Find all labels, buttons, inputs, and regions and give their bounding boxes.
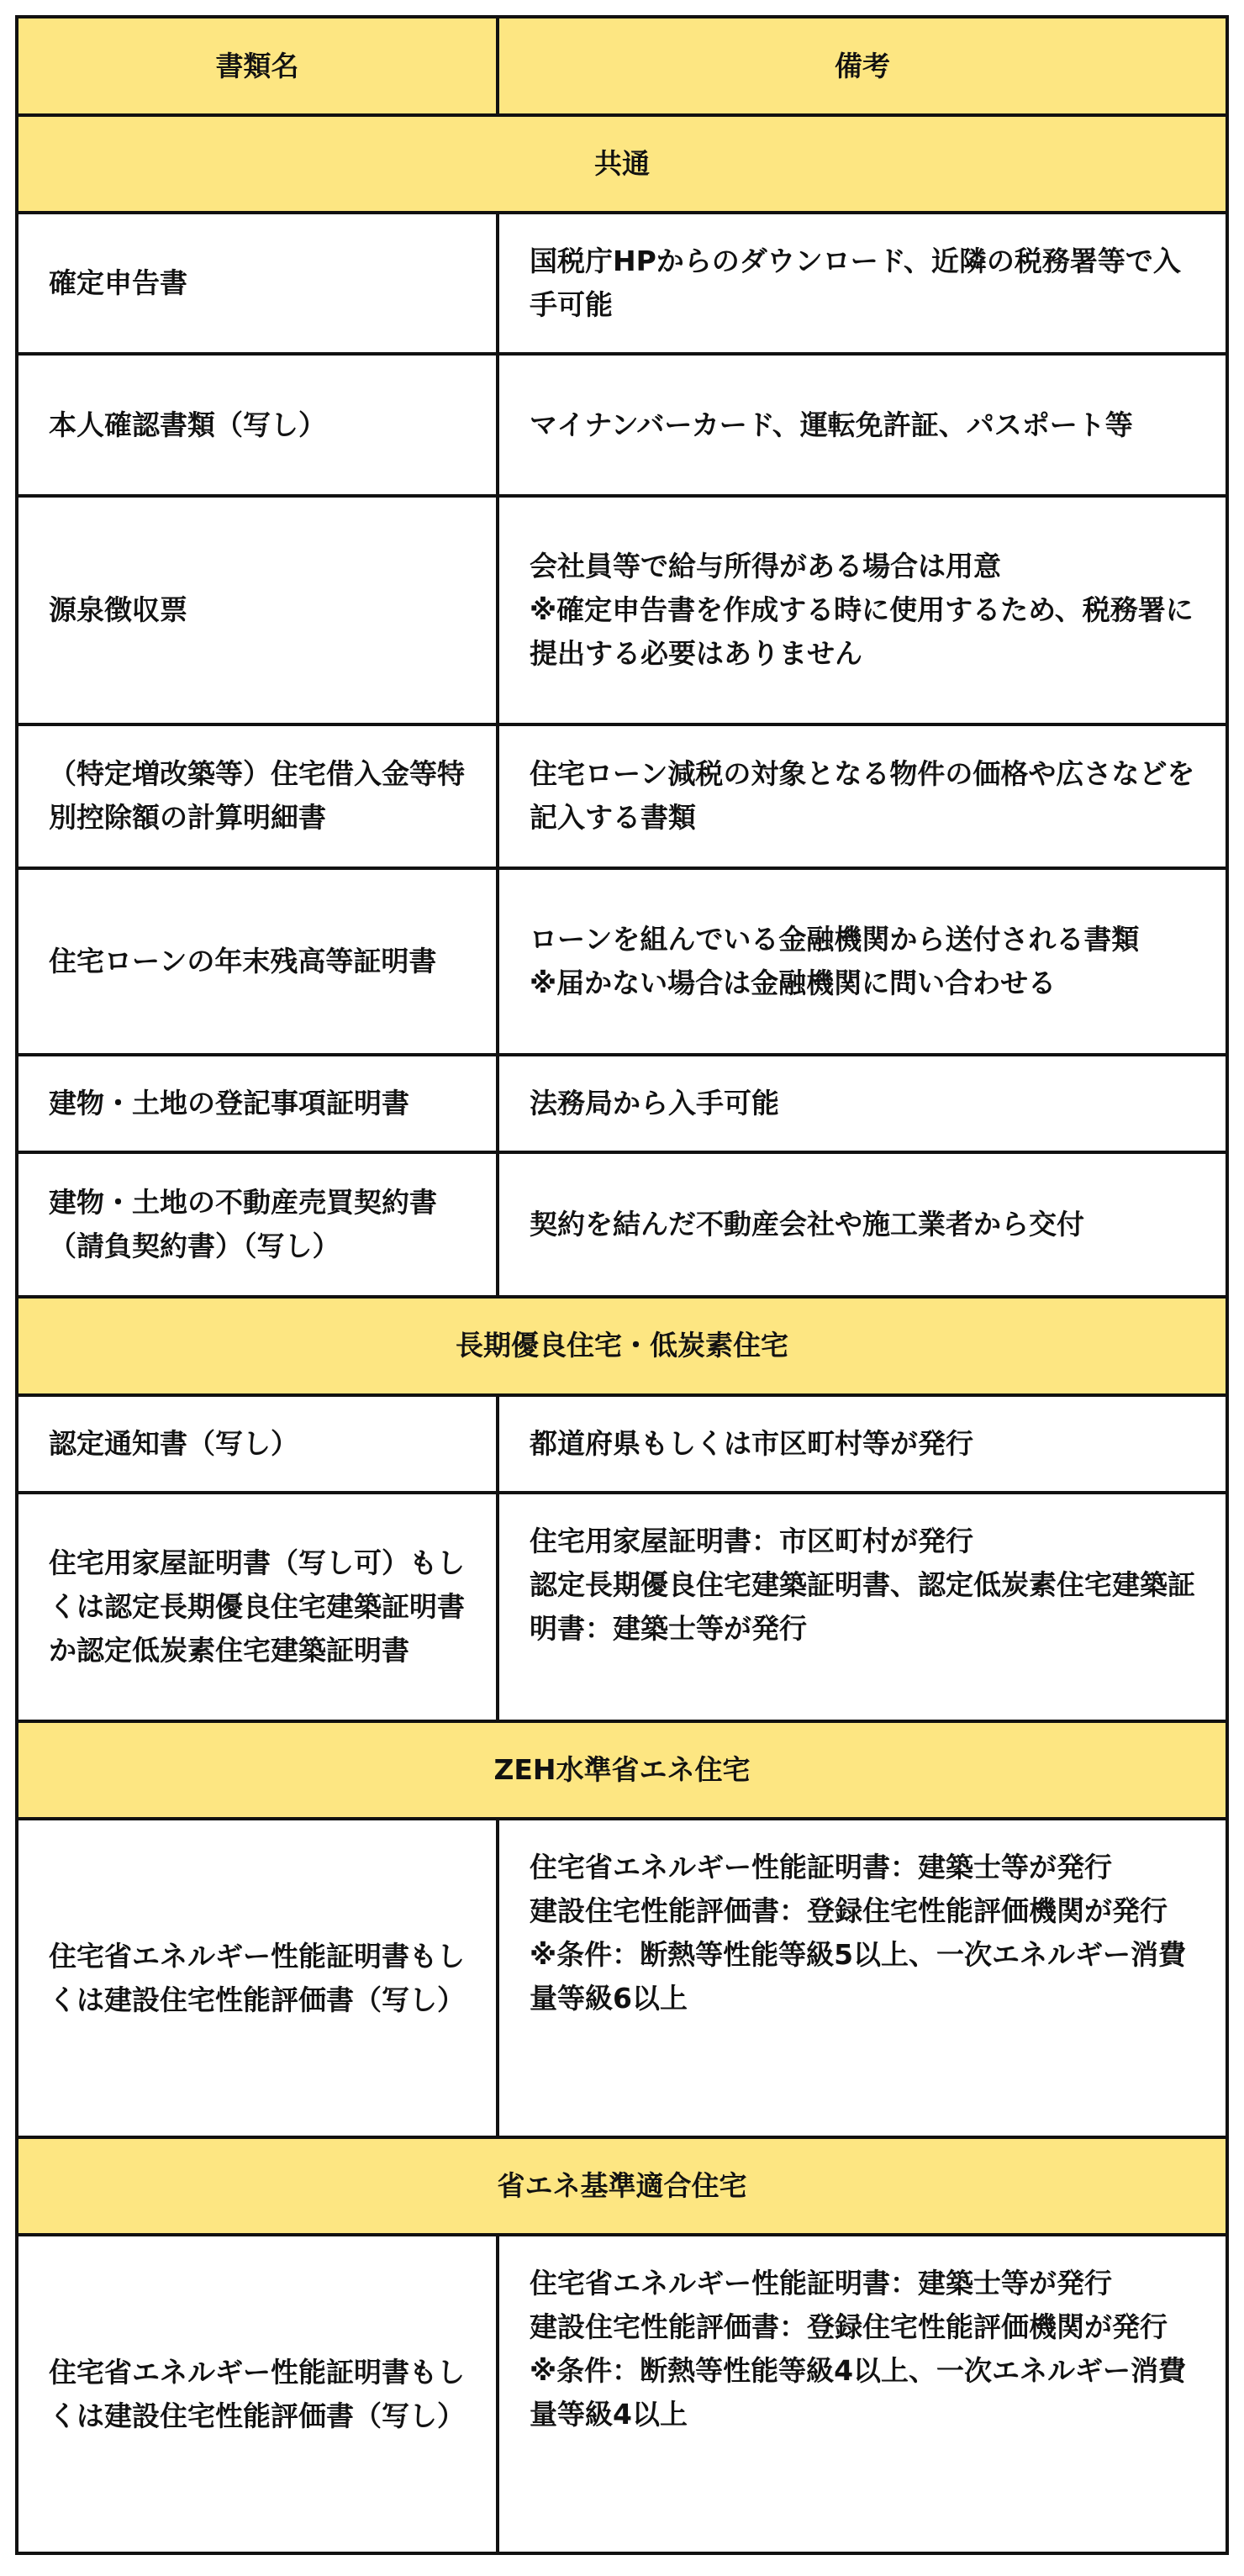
- section-row: [17, 2137, 1227, 2235]
- document-note: 住宅用家屋証明書：市区町村が発行 認定長期優良住宅建築証明書、認定低炭素住宅建築証明書：建築士等が発行: [498, 1493, 1227, 1721]
- document-name: 建物・土地の登記事項証明書: [17, 1055, 498, 1152]
- document-note: 法務局から入手可能: [498, 1055, 1227, 1152]
- table-row: [17, 354, 1227, 495]
- header-document-name: 書類名: [17, 17, 498, 115]
- document-name: 住宅省エネルギー性能証明書もしくは建設住宅性能評価書（写し）: [17, 1819, 498, 2137]
- section-row: [17, 1297, 1227, 1394]
- table-row: [17, 1819, 1227, 2137]
- document-name: 本人確認書類（写し）: [17, 354, 498, 495]
- section-title: 省エネ基準適合住宅: [17, 2137, 1227, 2235]
- table-row: [17, 868, 1227, 1055]
- table-row: [17, 1152, 1227, 1297]
- header-row: [17, 17, 1227, 115]
- document-note: 契約を結んだ不動産会社や施工業者から交付: [498, 1152, 1227, 1297]
- table-row: [17, 2235, 1227, 2553]
- table-row: [17, 724, 1227, 867]
- section-title: ZEH水準省エネ住宅: [17, 1721, 1227, 1819]
- section-row: [17, 115, 1227, 213]
- document-note: 住宅省エネルギー性能証明書：建築士等が発行 建設住宅性能評価書：登録住宅性能評価機関が発行 ※条件：断熱等性能等級5以上、一次エネルギー消費量等級6以上: [498, 1819, 1227, 2137]
- document-note: マイナンバーカード、運転免許証、パスポート等: [498, 354, 1227, 495]
- section-title: 長期優良住宅・低炭素住宅: [17, 1297, 1227, 1394]
- document-name: 建物・土地の不動産売買契約書（請負契約書）（写し）: [17, 1152, 498, 1297]
- table-row: [17, 1493, 1227, 1721]
- header-remarks: 備考: [498, 17, 1227, 115]
- section-row: [17, 1721, 1227, 1819]
- document-name: 確定申告書: [17, 213, 498, 354]
- table-row: [17, 1395, 1227, 1493]
- document-name: 住宅用家屋証明書（写し可）もしくは認定長期優良住宅建築証明書か認定低炭素住宅建築証明書: [17, 1493, 498, 1721]
- documents-table: [15, 15, 1229, 2555]
- document-name: （特定増改築等）住宅借入金等特別控除額の計算明細書: [17, 724, 498, 867]
- table-row: [17, 1055, 1227, 1152]
- document-name: 住宅ローンの年末残高等証明書: [17, 868, 498, 1055]
- document-note: 会社員等で給与所得がある場合は用意 ※確定申告書を作成する時に使用するため、税務署に提出する必要はありません: [498, 496, 1227, 724]
- table-row: [17, 213, 1227, 354]
- document-name: 源泉徴収票: [17, 496, 498, 724]
- table-row: [17, 496, 1227, 724]
- document-name: 住宅省エネルギー性能証明書もしくは建設住宅性能評価書（写し）: [17, 2235, 498, 2553]
- document-note: 国税庁HPからのダウンロード、近隣の税務署等で入手可能: [498, 213, 1227, 354]
- document-note: 都道府県もしくは市区町村等が発行: [498, 1395, 1227, 1493]
- document-note: 住宅ローン減税の対象となる物件の価格や広さなどを記入する書類: [498, 724, 1227, 867]
- document-name: 認定通知書（写し）: [17, 1395, 498, 1493]
- document-note: ローンを組んでいる金融機関から送付される書類 ※届かない場合は金融機関に問い合わせる: [498, 868, 1227, 1055]
- document-note: 住宅省エネルギー性能証明書：建築士等が発行 建設住宅性能評価書：登録住宅性能評価機関が発行 ※条件：断熱等性能等級4以上、一次エネルギー消費量等級4以上: [498, 2235, 1227, 2553]
- section-title: 共通: [17, 115, 1227, 213]
